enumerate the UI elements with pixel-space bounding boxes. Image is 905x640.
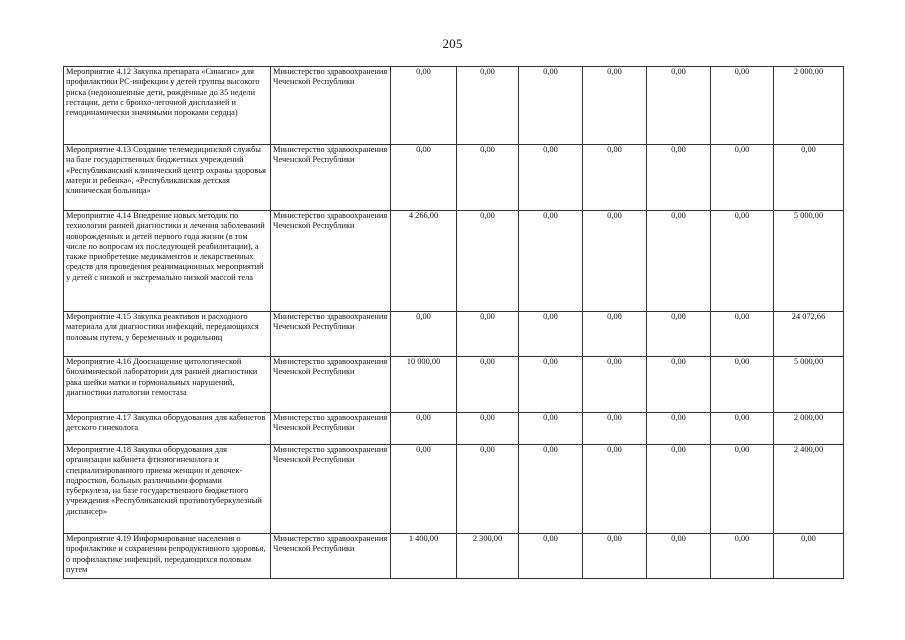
activity-cell: Мероприятие 4.12 Закупка препарата «Синагис» для профилактики РС-инфекции у детей группы высокого риска (недоношенные дети, рождённые до 35 недели гестации, дети с бронхо-легочной дисплазией и гемодинамически значимыми пороками сердца) [64, 67, 271, 145]
amount-cell: 0,00 [391, 312, 457, 357]
activity-cell: Мероприятие 4.14 Внедрение новых методик по технологии ранней диагностики и лечения заболеваний новорожденных и детей первого года жизни (в том числе по вопросам их последующей реабилитации), а также приобретение медикаментов и лекарственных средств для проведения реанимационных мероприятий у детей с низкой и экстремально низкой массой тела [64, 211, 271, 312]
amount-cell: 0,00 [647, 67, 711, 145]
table-row [64, 413, 844, 445]
amount-cell: 0,00 [391, 67, 457, 145]
amount-cell: 0,00 [583, 145, 647, 211]
executor-cell: Министерство здравоохранения Чеченской Республики [271, 357, 391, 413]
amount-cell: 0,00 [647, 357, 711, 413]
amount-cell: 0,00 [519, 67, 583, 145]
table-row [64, 445, 844, 534]
amount-cell: 0,00 [647, 145, 711, 211]
amount-cell: 0,00 [519, 357, 583, 413]
amount-cell: 0,00 [774, 145, 844, 211]
table-row [64, 312, 844, 357]
amount-cell: 0,00 [711, 312, 774, 357]
amount-cell: 0,00 [519, 534, 583, 579]
amount-cell: 2 300,00 [457, 534, 519, 579]
executor-cell: Министерство здравоохранения Чеченской Республики [271, 312, 391, 357]
budget-table [63, 66, 844, 579]
amount-cell: 0,00 [583, 67, 647, 145]
executor-cell: Министерство здравоохранения Чеченской Республики [271, 534, 391, 579]
amount-cell: 0,00 [519, 211, 583, 312]
executor-cell: Министерство здравоохранения Чеченской Республики [271, 67, 391, 145]
table-row [64, 534, 844, 579]
amount-cell: 0,00 [711, 357, 774, 413]
activity-cell: Мероприятие 4.16 Дооснащение цитологической биохимической лаборатории для ранней диагностики рака шейки матки и гормональных нарушений, диагностики патологии гемостаза [64, 357, 271, 413]
executor-cell: Министерство здравоохранения Чеченской Республики [271, 413, 391, 445]
amount-cell: 2 000,00 [774, 413, 844, 445]
amount-cell: 10 000,00 [391, 357, 457, 413]
page-number: 205 [442, 36, 463, 51]
amount-cell: 0,00 [711, 445, 774, 534]
executor-cell: Министерство здравоохранения Чеченской Республики [271, 211, 391, 312]
executor-cell: Министерство здравоохранения Чеченской Республики [271, 445, 391, 534]
amount-cell: 0,00 [647, 445, 711, 534]
amount-cell: 0,00 [457, 67, 519, 145]
amount-cell: 0,00 [457, 357, 519, 413]
amount-cell: 5 000,00 [774, 357, 844, 413]
amount-cell: 1 400,00 [391, 534, 457, 579]
amount-cell: 0,00 [711, 211, 774, 312]
activity-cell: Мероприятие 4.17 Закупка оборудования для кабинетов детского гинеколога [64, 413, 271, 445]
amount-cell: 0,00 [519, 145, 583, 211]
amount-cell: 0,00 [457, 145, 519, 211]
amount-cell: 0,00 [711, 534, 774, 579]
amount-cell: 5 000,00 [774, 211, 844, 312]
amount-cell: 4 266,00 [391, 211, 457, 312]
table-row [64, 357, 844, 413]
activity-cell: Мероприятие 4.19 Информирование населения о профилактике и сохранении репродуктивного здоровья, о профилактике инфекций, передающихся половым путем [64, 534, 271, 579]
amount-cell: 0,00 [711, 67, 774, 145]
amount-cell: 0,00 [583, 534, 647, 579]
amount-cell: 2 400,00 [774, 445, 844, 534]
amount-cell: 0,00 [647, 312, 711, 357]
amount-cell: 0,00 [583, 357, 647, 413]
amount-cell: 0,00 [711, 413, 774, 445]
amount-cell: 0,00 [583, 312, 647, 357]
table-row [64, 211, 844, 312]
amount-cell: 0,00 [391, 445, 457, 534]
amount-cell: 0,00 [647, 534, 711, 579]
executor-cell: Министерство здравоохранения Чеченской Республики [271, 145, 391, 211]
activity-cell: Мероприятие 4.13 Создание телемедицинской службы на базе государственных бюджетных учреждений «Республиканский клинический центр охраны здоровья матери и ребенка», «Республиканская детская клиническая больница» [64, 145, 271, 211]
amount-cell: 0,00 [583, 211, 647, 312]
table-row [64, 145, 844, 211]
amount-cell: 0,00 [519, 312, 583, 357]
amount-cell: 0,00 [774, 534, 844, 579]
table-row [64, 67, 844, 145]
amount-cell: 0,00 [583, 413, 647, 445]
activity-cell: Мероприятие 4.15 Закупка реактивов и расходного материала для диагностики инфекций, передающихся половым путем, у беременных и родильниц [64, 312, 271, 357]
amount-cell: 0,00 [457, 413, 519, 445]
amount-cell: 0,00 [583, 445, 647, 534]
amount-cell: 0,00 [457, 211, 519, 312]
amount-cell: 0,00 [647, 413, 711, 445]
amount-cell: 0,00 [519, 445, 583, 534]
amount-cell: 0,00 [519, 413, 583, 445]
amount-cell: 0,00 [391, 413, 457, 445]
table-body [64, 67, 844, 579]
amount-cell: 2 000,00 [774, 67, 844, 145]
amount-cell: 0,00 [711, 145, 774, 211]
activity-cell: Мероприятие 4.18 Закупка оборудования для организации кабинета фтизиогинеколога и специализированного приема женщин и девочек-подростков, больных различными формами туберкулеза, на базе государственного бюджетного учреждения «Республиканский противотуберкулезный диспансер» [64, 445, 271, 534]
amount-cell: 0,00 [457, 312, 519, 357]
amount-cell: 0,00 [457, 445, 519, 534]
amount-cell: 24 072,66 [774, 312, 844, 357]
amount-cell: 0,00 [391, 145, 457, 211]
amount-cell: 0,00 [647, 211, 711, 312]
